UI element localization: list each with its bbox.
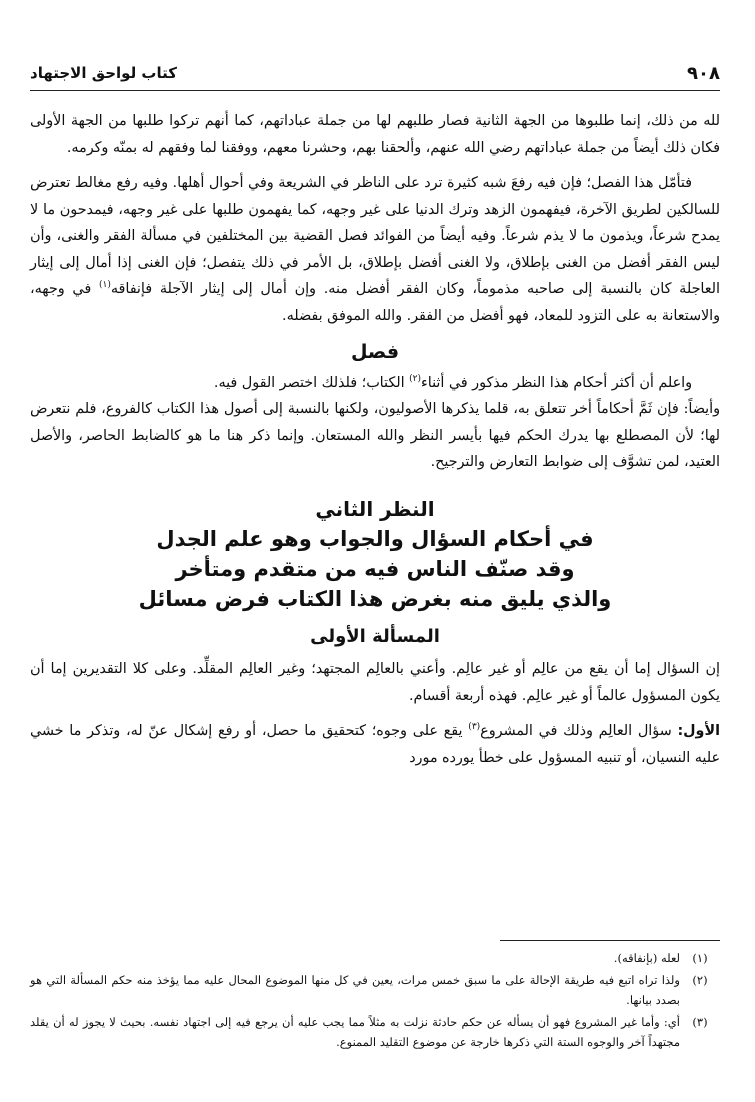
running-title: كتاب لواحق الاجتهاد	[30, 64, 177, 82]
paragraph-continuation: لله من ذلك، إنما طلبوها من الجهة الثانية فصار طلبهم لها من جملة عباداتهم، كما أنهم تركوا طلبها من الجهة الأولى فكان ذلك أيضاً من جملة عباداتهم رضي الله عنهم، وألحقنا بهم، وحشرنا معهم، ووفقنا لما وفقهم له بمنّه وكرمه.	[30, 113, 720, 156]
chapter-title-line-3: وقد صنّف الناس فيه من متقدم ومتأخر	[175, 556, 575, 581]
page-number: ٩٠٨	[687, 62, 720, 84]
footnote-ref-2[interactable]: (٢)	[409, 373, 421, 384]
paragraph-issue-intro: إن السؤال إما أن يقع من عالِم أو غير عالِم. وأعني بالعالِم المجتهد؛ وغير العالِم المقلِّد. وعلى كلا التقديرين إما أن يكون المسؤول عالماً أو غير عالِم. فهذه أربعة أقسام.	[30, 661, 720, 704]
chapter-title-line-2: في أحكام السؤال والجواب وهو علم الجدل	[156, 526, 594, 551]
footnotes	[30, 948, 720, 1054]
main-text	[30, 108, 720, 771]
footnote-text: لعله (بإنفاقه).	[613, 951, 680, 965]
footnote-3	[30, 1012, 720, 1052]
footnote-ref-1[interactable]: (١)	[98, 280, 111, 291]
footnote-2	[30, 970, 720, 1010]
footnote-number: (١)	[692, 951, 708, 965]
first-label: الأول:	[677, 723, 720, 739]
paragraph-fasl-intro: واعلم أن أكثر أحكام هذا النظر مذكور في أثناء$^{(٢)}$ الكتاب؛ فلذلك اختصر القول فيه.	[213, 373, 692, 391]
section-heading-fasl: فصل	[350, 341, 400, 363]
footnote-divider	[500, 940, 720, 941]
paragraph-reflection: فتأمّل هذا الفصل؛ فإن فيه رفعَ شبه كثيرة ترد على الناظر في الشريعة وفي أحوال أهلها. وفيه رفع مغالط تعترض للسالكين لطريق الآخرة، فيفهمون الزهد وترك الدنيا على غير وجهه، كما يفهمون طلبها على غير وجهه، فيمدحون ما لا يمدح شرعاً، ويذمون ما لا يذم شرعاً. وفيه أيضاً من الفوائد فصل القضية بين المختلفين في مسألة الفقر والغنى، وأن ليس الفقر أفضل من الغنى بإطلاق، ولا الغنى أفضل بإطلاق، بل الأمر في ذلك يتفصل؛ فإن الغنى إذا أمال إلى إيثار العاجلة كان بالنسبة إلى صاحبه مذموماً، وكان الفقر أفضل منه. وإن أمال إلى إيثار الآجلة فإنفاقه$^{(١)}$ في وجهه، والاستعانة به على التزود للمعاد، فهو أفضل من الفقر. والله الموفق بفضله.	[30, 175, 720, 324]
chapter-title-line-1: النظر الثاني	[315, 496, 435, 521]
footnote-1	[30, 948, 720, 968]
footnote-number: (٢)	[692, 973, 708, 987]
paragraph-first-section: الأول: سؤال العالِم وذلك في المشروع$^{(٣)}$ يقع على وجوه؛ كتحقيق ما حصل، أو رفع إشكال عنّ له، وتذكر ما خشي عليه النسيان، أو تنبيه المسؤول على خطأ يورده مورد	[30, 722, 720, 766]
paragraph-fasl-body: وأيضاً: فإن ثَمَّ أحكاماً أخر تتعلق به، قلما يذكرها الأصوليون، ولكنها بالنسبة إلى أصول هذا الكتاب كالفروع، فلم نتعرض لها؛ لأن المصطلع بها يدرك الحكم فيها بأيسر النظر والله المستعان. وإنما ذكر هنا ما هو كالضابط الحاصر، والأصل العتيد، لمن تشوَّف إلى ضوابط التعارض والترجيح.	[30, 401, 720, 470]
footnote-text: ولذا تراه اتبع فيه طريقة الإحالة على ما سبق خمس مرات، يعين في كل منها الموضوع المحال عليه مما يؤخذ منه حكم المسألة التي هو بصدد بيانها.	[30, 973, 680, 1007]
chapter-title-line-4: والذي يليق منه بغرض هذا الكتاب فرض مسائل	[138, 586, 612, 611]
footnote-number: (٣)	[692, 1015, 708, 1029]
footnote-text: أي: وأما غير المشروع فهو أن يسأله عن حكم حادثة نزلت به مثلاً مما يجب عليه أن يرجع فيه إلى اجتهاد نفسه. بحيث لا يجوز له أن يقلد مجتهداً آخر والوجوه الستة التي ذكرها خارجة عن موضوع التقليد الممنوع.	[30, 1015, 680, 1049]
issue-heading: المسألة الأولى	[310, 625, 440, 647]
page-header	[30, 56, 720, 91]
book-page	[30, 0, 720, 1102]
footnote-ref-3[interactable]: (٣)	[468, 722, 481, 733]
